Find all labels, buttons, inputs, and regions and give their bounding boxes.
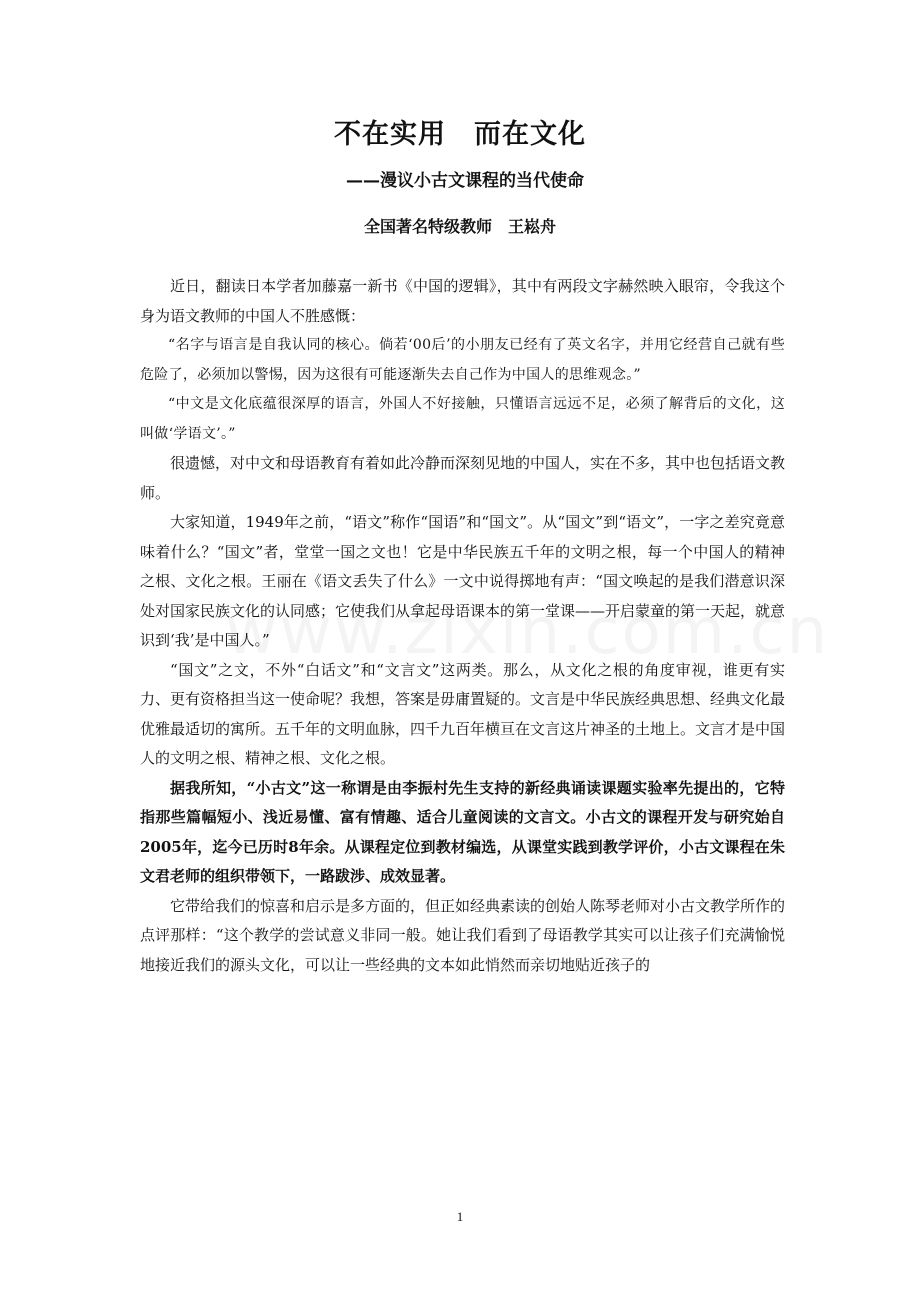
paragraph-7-bold: 据我所知，“小古文”这一称谓是由李振村先生支持的新经典诵读课题实验率先提出的，它特指那些篇幅短小、浅近易懂、富有情趣、适合儿童阅读的文言文。小古文的课程开发与研究始自2005年，迄今已历时8年余。从课程定位到教材编选，从课堂实践到教学评价，小古文课程在朱文君老师的组织带领下，一路跋涉、成效显著。 (140, 778, 785, 885)
document-body (140, 272, 785, 980)
page-number: 1 (456, 1209, 464, 1224)
paragraph-6: “国文”之文，不外“白话文”和“文言文”这两类。那么，从文化之根的角度审视，谁更有实力、更有资格担当这一使命呢？我想，答案是毋庸置疑的。文言是中华民族经典思想、经典文化最优雅最适切的寓所。五千年的文明血脉，四千九百年横亘在文言这片神圣的土地上。文言才是中国人的文明之根、精神之根、文化之根。 (140, 660, 786, 767)
document-title: 不在实用 而在文化 (334, 119, 586, 150)
paragraph-1: 近日，翻读日本学者加藤嘉一新书《中国的逻辑》，其中有两段文字赫然映入眼帘，令我这个身为语文教师的中国人不胜感慨： (140, 277, 785, 325)
quote-paragraph-1: “名字与语言是自我认同的核心。倘若‘00后’的小朋友已经有了英文名字，并用它经营自己就有些危险了，必须加以警惕，因为这很有可能逐渐失去自己作为中国人的思维观念。” (140, 337, 785, 383)
document-subtitle: ——漫议小古文课程的当代使命 (346, 171, 584, 191)
paragraph-4: 很遗憾，对中文和母语教育有着如此冷静而深刻见地的中国人，实在不多，其中也包括语文教师。 (140, 454, 786, 502)
document-author: 全国著名特级教师 王崧舟 (363, 217, 556, 236)
quote-paragraph-2: “中文是文化底蕴很深厚的语言，外国人不好接触，只懂语言远远不足，必须了解背后的文化，这叫做‘学语文’。” (140, 396, 785, 442)
paragraph-5: 大家知道，1949年之前，“语文”称作“国语”和“国文”。从“国文”到“语文”，一字之差究竟意味着什么？“国文”者，堂堂一国之文也！它是中华民族五千年的文明之根，每一个中国人的精神之根、文化之根。王丽在《语文丢失了什么》一文中说得掷地有声：“国文唤起的是我们潜意识深处对国家民族文化的认同感；它使我们从拿起母语课本的第一堂课——开启蒙童的第一天起，就意识到‘我’是中国人。” (140, 513, 786, 649)
paragraph-8: 它带给我们的惊喜和启示是多方面的，但正如经典素读的创始人陈琴老师对小古文教学所作的点评那样：“这个教学的尝试意义非同一般。她让我们看到了母语教学其实可以让孩子们充满愉悦地接近我们的源头文化，可以让一些经典的文本如此悄然而亲切地贴近孩子的 (140, 896, 786, 974)
